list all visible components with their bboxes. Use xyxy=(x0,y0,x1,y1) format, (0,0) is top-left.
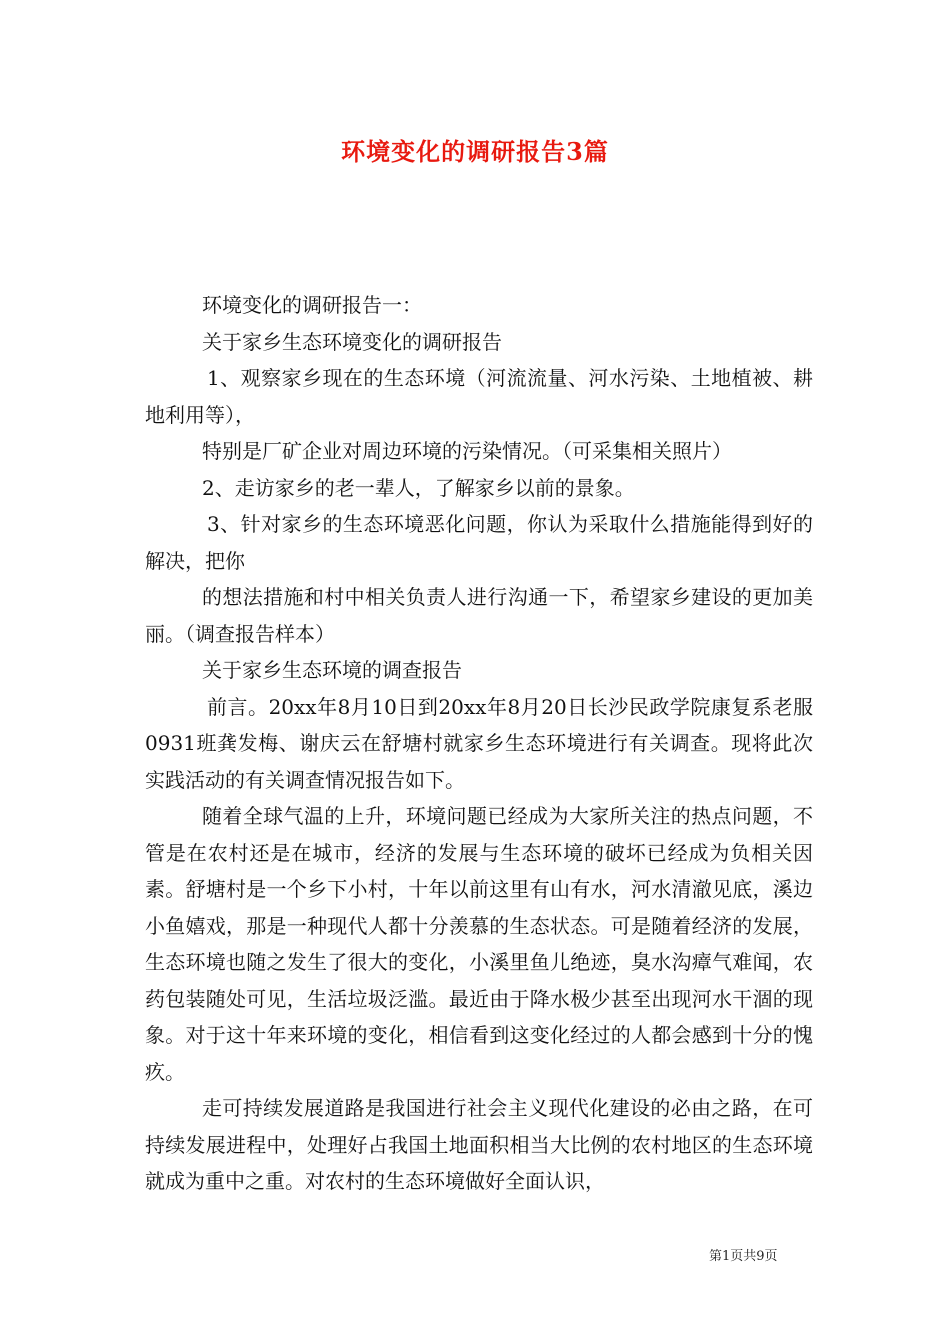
paragraph: 的想法措施和村中相关负责人进行沟通一下，希望家乡建设的更加美丽。（调查报告样本） xyxy=(145,585,813,646)
paragraph: 3、针对家乡的生态环境恶化问题，你认为采取什么措施能得到好的解决，把你 xyxy=(145,512,813,573)
paragraph: 特别是厂矿企业对周边环境的污染情况。（可采集相关照片） xyxy=(202,439,732,463)
paragraph: 2、走访家乡的老一辈人，了解家乡以前的景象。 xyxy=(202,475,635,500)
page-number-footer: 第1页共9页 xyxy=(709,1249,778,1264)
paragraph: 环境变化的调研报告一： xyxy=(202,293,422,317)
paragraph: 走可持续发展道路是我国进行社会主义现代化建设的必由之路，在可持续发展进程中，处理好占我国土地面积相当大比例的农村地区的生态环境就成为重中之重。对农村的生态环境做好全面认识， xyxy=(145,1096,813,1193)
document-title: 环境变化的调研报告3篇 xyxy=(341,137,609,166)
paragraph: 前言。20xx年8月10日到20xx年8月20日长沙民政学院康复系老服0931班龚发梅、谢庆云在舒塘村就家乡生态环境进行有关调查。现将此次实践活动的有关调查情况报告如下。 xyxy=(145,694,813,792)
paragraph: 1、观察家乡现在的生态环境（河流流量、河水污染、土地植被、耕地利用等）， xyxy=(145,366,813,427)
paragraph: 关于家乡生态环境变化的调研报告 xyxy=(202,329,502,354)
paragraph: 随着全球气温的上升，环境问题已经成为大家所关注的热点问题，不管是在农村还是在城市，经济的发展与生态环境的破坏已经成为负相关因素。舒塘村是一个乡下小村，十年以前这里有山有水，河水清澈见底，溪边小鱼嬉戏，那是一种现代人都十分羡慕的生态状态。可是随着经济的发展，生态环境也随之发生了很大的变化，小溪里鱼儿绝迹，臭水沟瘴气难闻，农药包装随处可见，生活垃圾泛滥。最近由于降水极少甚至出现河水干涸的现象。对于这十年来环境的变化，相信看到这变化经过的人都会感到十分的愧疚。 xyxy=(145,804,813,1084)
paragraph: 关于家乡生态环境的调查报告 xyxy=(202,658,462,682)
document-body xyxy=(145,287,813,1200)
